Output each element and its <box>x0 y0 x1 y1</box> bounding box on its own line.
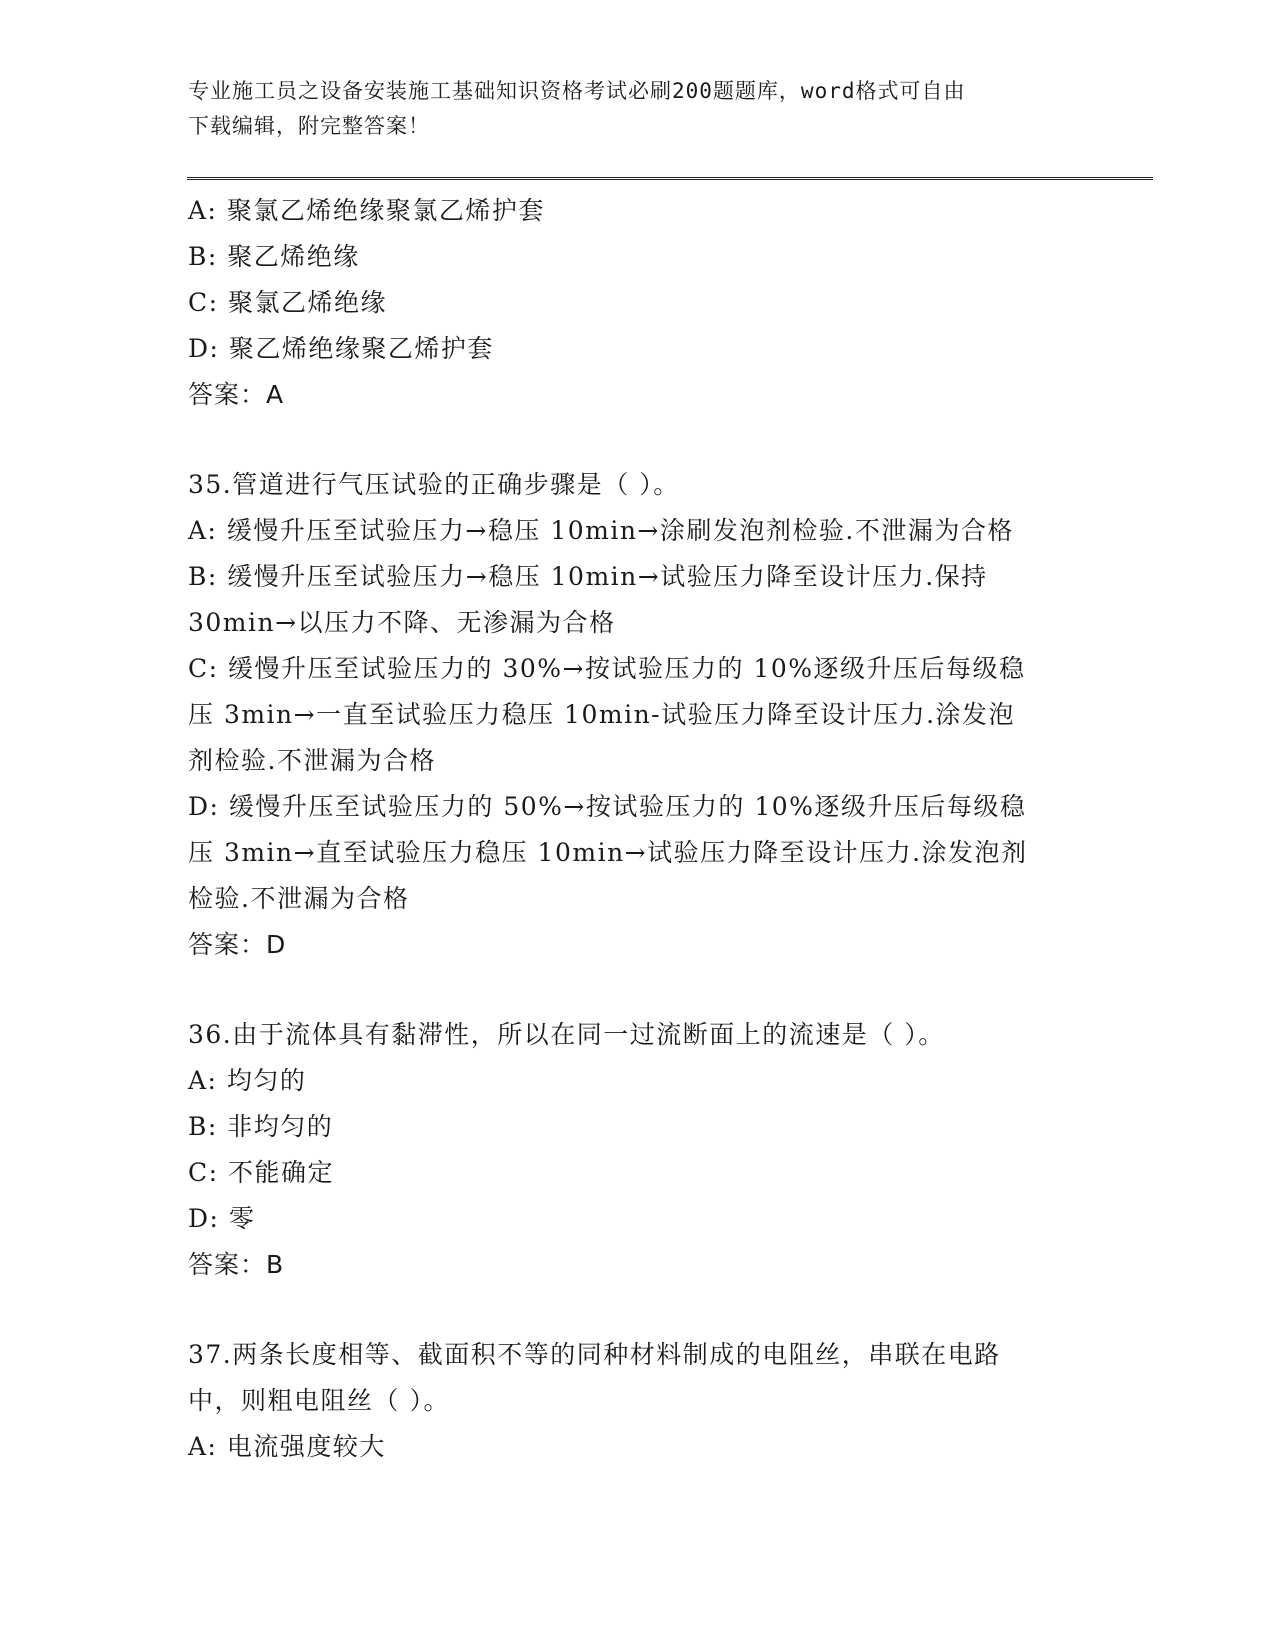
spacer <box>188 1288 1088 1332</box>
option-line: 剂检验.不泄漏为合格 <box>188 746 436 775</box>
question-34-block <box>188 188 1088 418</box>
option-line: B: 缓慢升压至试验压力→稳压 10min→试验压力降至设计压力.保持 <box>188 562 988 591</box>
option-line: 压 3min→直至试验压力稳压 10min→试验压力降至设计压力.涂发泡剂 <box>188 838 1028 867</box>
spacer <box>188 418 1088 462</box>
option-line: 30min→以压力不降、无渗漏为合格 <box>188 608 616 637</box>
header-line-1: 专业施工员之设备安装施工基础知识资格考试必刷200题题库，word格式可自由 <box>188 79 966 103</box>
question-text: 中，则粗电阻丝（ ）。 <box>188 1386 450 1415</box>
option-a: A: 均匀的 <box>188 1066 307 1095</box>
option-c: C: 聚氯乙烯绝缘 <box>188 288 387 317</box>
option-line: 检验.不泄漏为合格 <box>188 884 410 913</box>
option-c: C: 不能确定 <box>188 1158 334 1187</box>
option-a: A: 电流强度较大 <box>188 1432 386 1461</box>
header-line-2: 下载编辑，附完整答案！ <box>188 114 430 138</box>
option-b: B: 聚乙烯绝缘 <box>188 242 360 271</box>
answer: 答案：D <box>188 930 287 959</box>
option-line: A: 缓慢升压至试验压力→稳压 10min→涂刷发泡剂检验.不泄漏为合格 <box>188 516 1014 545</box>
spacer <box>188 968 1088 1012</box>
header-divider <box>187 177 1153 183</box>
question-content <box>188 188 1088 1470</box>
question-37-block <box>188 1332 1088 1470</box>
question-35-block <box>188 462 1088 968</box>
document-header <box>188 74 1068 144</box>
option-line: D: 缓慢升压至试验压力的 50%→按试验压力的 10%逐级升压后每级稳 <box>188 792 1027 821</box>
option-b: B: 非均匀的 <box>188 1112 334 1141</box>
question-text: 37.两条长度相等、截面积不等的同种材料制成的电阻丝，串联在电路 <box>188 1340 1001 1369</box>
answer: 答案：A <box>188 380 285 409</box>
option-line: C: 缓慢升压至试验压力的 30%→按试验压力的 10%逐级升压后每级稳 <box>188 654 1026 683</box>
option-d: D: 聚乙烯绝缘聚乙烯护套 <box>188 334 494 363</box>
answer: 答案：B <box>188 1250 285 1279</box>
question-36-block <box>188 1012 1088 1288</box>
option-d: D: 零 <box>188 1204 256 1233</box>
option-a: A: 聚氯乙烯绝缘聚氯乙烯护套 <box>188 196 545 225</box>
question-text: 36.由于流体具有黏滞性，所以在同一过流断面上的流速是（ ）。 <box>188 1020 945 1049</box>
option-line: 压 3min→一直至试验压力稳压 10min-试验压力降至设计压力.涂发泡 <box>188 700 1016 729</box>
question-text: 35.管道进行气压试验的正确步骤是（ ）。 <box>188 470 680 499</box>
